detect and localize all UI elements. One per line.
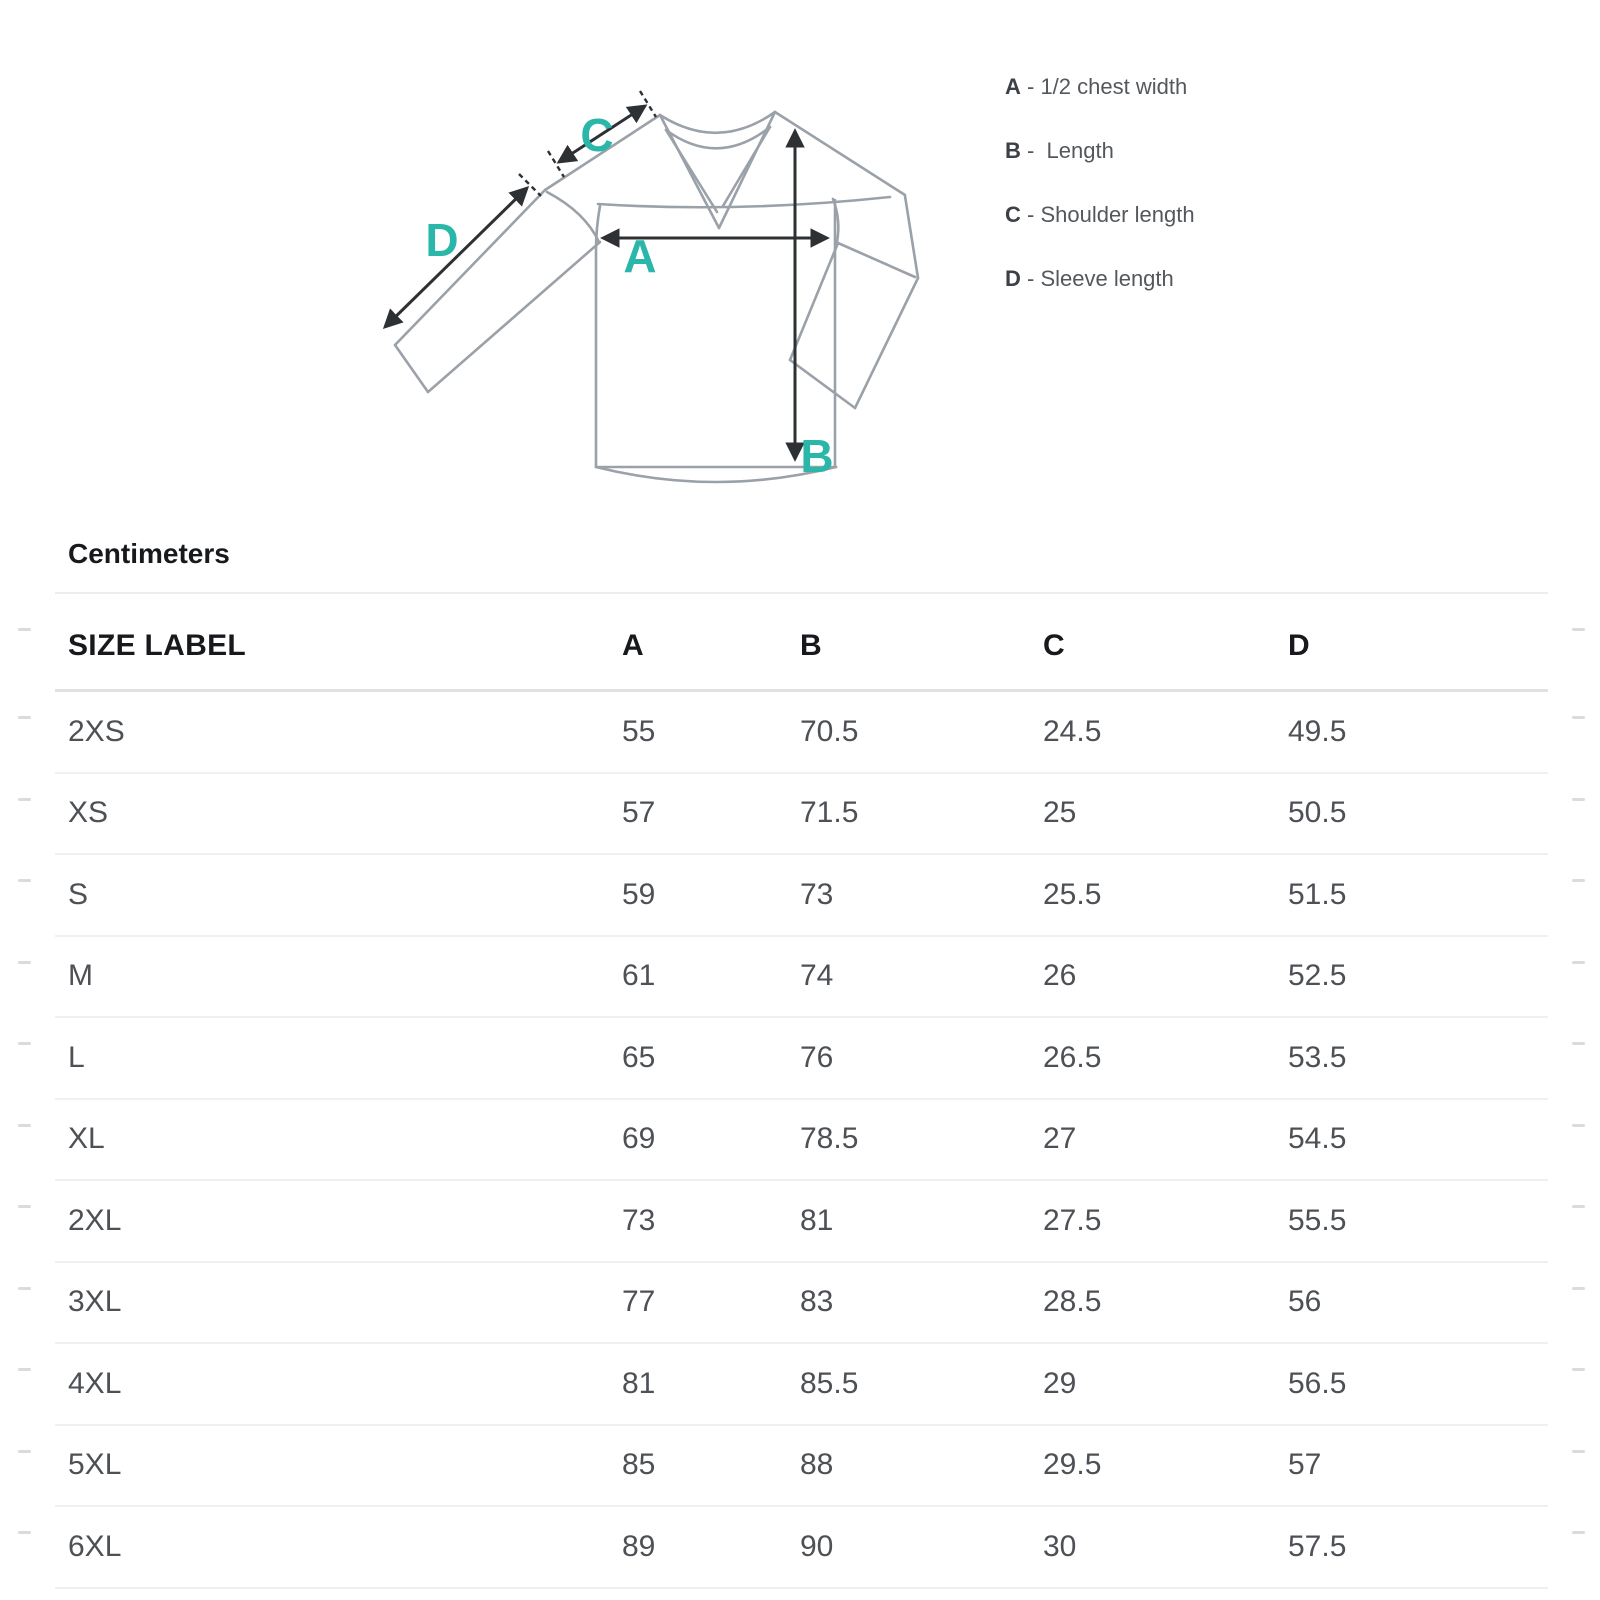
value-c-cell: 29.5 [1043,1448,1102,1482]
value-d-cell: 56 [1288,1285,1322,1319]
size-label-cell: L [68,1040,85,1074]
value-c-cell: 25 [1043,796,1077,830]
value-a-cell: 69 [622,1122,656,1156]
value-a-cell: 59 [622,877,656,911]
value-b-cell: 88 [800,1448,834,1482]
value-c-cell: 26.5 [1043,1040,1102,1074]
size-label-cell: XL [68,1122,105,1156]
value-c-cell: 28.5 [1043,1285,1102,1319]
table-row [55,692,1548,774]
value-c-cell: 26 [1043,959,1077,993]
size-label-cell: XS [68,796,109,830]
size-label-cell: S [68,877,89,911]
value-b-cell: 90 [800,1529,834,1563]
value-c-cell: 30 [1043,1529,1077,1563]
value-a-cell: 85 [622,1448,656,1482]
value-b-cell: 83 [800,1285,834,1319]
table-row [55,774,1548,856]
value-d-cell: 49.5 [1288,714,1347,748]
legend-desc-a: - 1/2 chest width [1020,74,1188,99]
value-a-cell: 57 [622,796,656,830]
legend-desc-b: - Length [1020,138,1114,163]
size-label-cell: 2XL [68,1203,122,1237]
value-b-cell: 76 [800,1040,834,1074]
column-header-b: B [800,629,822,662]
value-d-cell: 53.5 [1288,1040,1347,1074]
diagram-letter-labels [425,109,833,482]
units-heading: Centimeters [68,538,230,569]
diagram-label-b: B [800,430,834,482]
value-d-cell: 57.5 [1288,1529,1347,1563]
table-row [55,1426,1548,1508]
legend-letter-d: D [1005,266,1021,291]
value-b-cell: 70.5 [800,714,859,748]
value-b-cell: 85.5 [800,1366,859,1400]
jersey-outline [395,112,918,482]
table-row [55,1507,1548,1589]
value-d-cell: 54.5 [1288,1122,1347,1156]
size-label-cell: 5XL [68,1448,122,1482]
value-d-cell: 50.5 [1288,796,1347,830]
table-row [55,1344,1548,1426]
value-c-cell: 27 [1043,1122,1077,1156]
column-header-d: D [1288,629,1310,662]
value-a-cell: 55 [622,714,656,748]
table-header-row [55,594,1548,692]
value-a-cell: 73 [622,1203,656,1237]
value-b-cell: 74 [800,959,834,993]
value-d-cell: 57 [1288,1448,1322,1482]
legend-desc-c: - Shoulder length [1020,202,1195,227]
table-row [55,1181,1548,1263]
diagram-label-c: C [580,109,614,161]
value-c-cell: 29 [1043,1366,1077,1400]
table-row [55,1263,1548,1345]
legend-desc-d: - Sleeve length [1020,266,1174,291]
size-chart-table [55,592,1548,1589]
size-label-cell: 4XL [68,1366,122,1400]
legend-item-a [1005,74,1187,100]
table-row [55,1018,1548,1100]
value-c-cell: 24.5 [1043,714,1102,748]
column-header-a: A [622,629,644,662]
column-header-size-label: SIZE LABEL [68,629,247,662]
value-c-cell: 27.5 [1043,1203,1102,1237]
table-row [55,855,1548,937]
value-a-cell: 65 [622,1040,656,1074]
value-a-cell: 77 [622,1285,656,1319]
diagram-label-d: D [425,214,459,266]
jersey-measurement-diagram [340,75,940,505]
size-label-cell: 3XL [68,1285,122,1319]
diagram-label-a: A [623,230,657,282]
legend-letter-b: B [1005,138,1021,163]
legend-item-c [1005,202,1195,228]
table-row [55,1100,1548,1182]
value-d-cell: 52.5 [1288,959,1347,993]
value-b-cell: 78.5 [800,1122,859,1156]
size-label-cell: 2XS [68,714,125,748]
value-a-cell: 89 [622,1529,656,1563]
value-d-cell: 55.5 [1288,1203,1347,1237]
table-body [55,692,1548,1589]
value-b-cell: 71.5 [800,796,859,830]
value-c-cell: 25.5 [1043,877,1102,911]
size-label-cell: 6XL [68,1529,122,1563]
legend-item-d [1005,266,1174,292]
column-header-c: C [1043,629,1065,662]
legend-letter-c: C [1005,202,1021,227]
value-d-cell: 56.5 [1288,1366,1347,1400]
table-row [55,937,1548,1019]
legend-item-b [1005,138,1114,164]
value-a-cell: 81 [622,1366,656,1400]
legend-letter-a: A [1005,74,1021,99]
value-a-cell: 61 [622,959,656,993]
value-d-cell: 51.5 [1288,877,1347,911]
value-b-cell: 73 [800,877,834,911]
size-label-cell: M [68,959,93,993]
value-b-cell: 81 [800,1203,834,1237]
